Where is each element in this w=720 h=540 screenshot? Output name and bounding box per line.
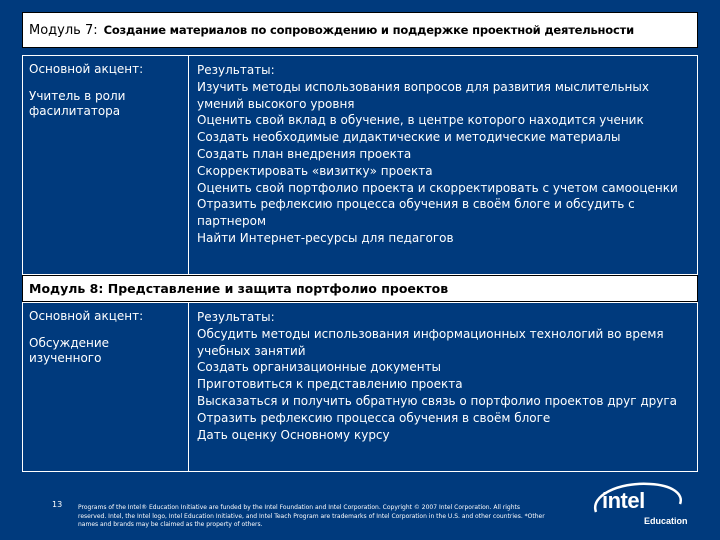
logo-education: Education — [644, 516, 688, 526]
list-item: Создать необходимые дидактические и методические материалы — [197, 130, 621, 145]
module7-results-column — [197, 62, 695, 247]
module8-results-label: Результаты: — [197, 310, 275, 324]
module7-box — [22, 55, 698, 275]
module7-results-label: Результаты: — [197, 63, 275, 77]
module8-focus-text: Обсуждение изученного — [29, 336, 110, 365]
module8-box — [22, 302, 698, 472]
list-item: Дать оценку Основному курсу — [197, 427, 390, 442]
list-item: Высказаться и получить обратную связь о портфолио проектов друг друга — [197, 393, 678, 408]
module7-label: Модуль 7: — [29, 22, 98, 38]
page-number: 13 — [52, 500, 63, 509]
list-item: Изучить методы использования вопросов для развития мыслительных умений высокого уровня — [197, 79, 649, 111]
list-item: Обсудить методы использования информационных технологий во время учебных занятий — [197, 326, 664, 358]
footer-legal-text: Programs of the Intel® Education Initiative are funded by the Intel Foundation and Intel Corporation. Copyright © 2007 Intel Corporation. All rights reserved. Intel, the Intel logo, Intel Education Initiative, and Intel Teach Program are trademarks of Intel Corporation in the U.S. and other countries. *Other names and brands may be claimed as the property of others. — [78, 504, 545, 528]
list-item: Отразить рефлексию процесса обучения в своём блоге и обсудить с партнером — [197, 197, 635, 229]
list-item: Скорректировать «визитку» проекта — [197, 163, 433, 178]
module7-focus-label: Основной акцент: — [29, 62, 144, 76]
module8-title-bar — [22, 275, 698, 302]
module7-focus-text: Учитель в роли фасилитатора — [29, 89, 126, 118]
module8-title: Модуль 8: Представление и защита портфолио проектов — [29, 281, 449, 296]
intel-education-logo — [588, 478, 698, 530]
list-item: Создать организационные документы — [197, 360, 442, 375]
column-divider — [188, 303, 189, 471]
module8-results-column — [197, 309, 695, 443]
module8-focus-column — [29, 309, 179, 366]
list-item: Оценить свой портфолио проекта и скорректировать с учетом самооценки — [197, 180, 678, 195]
list-item: Создать план внедрения проекта — [197, 146, 412, 161]
module7-focus-column — [29, 62, 179, 119]
logo-brand: intel — [602, 488, 645, 513]
list-item: Найти Интернет-ресурсы для педагогов — [197, 230, 454, 245]
module7-title: Создание материалов по сопровождению и поддержке проектной деятельности — [103, 23, 634, 37]
list-item: Отразить рефлексию процесса обучения в своём блоге — [197, 410, 551, 425]
module8-focus-label: Основной акцент: — [29, 309, 144, 323]
column-divider — [188, 56, 189, 274]
list-item: Оценить свой вклад в обучение, в центре которого находится ученик — [197, 113, 644, 128]
module7-title-bar — [22, 12, 698, 48]
list-item: Приготовиться к представлению проекта — [197, 377, 463, 392]
